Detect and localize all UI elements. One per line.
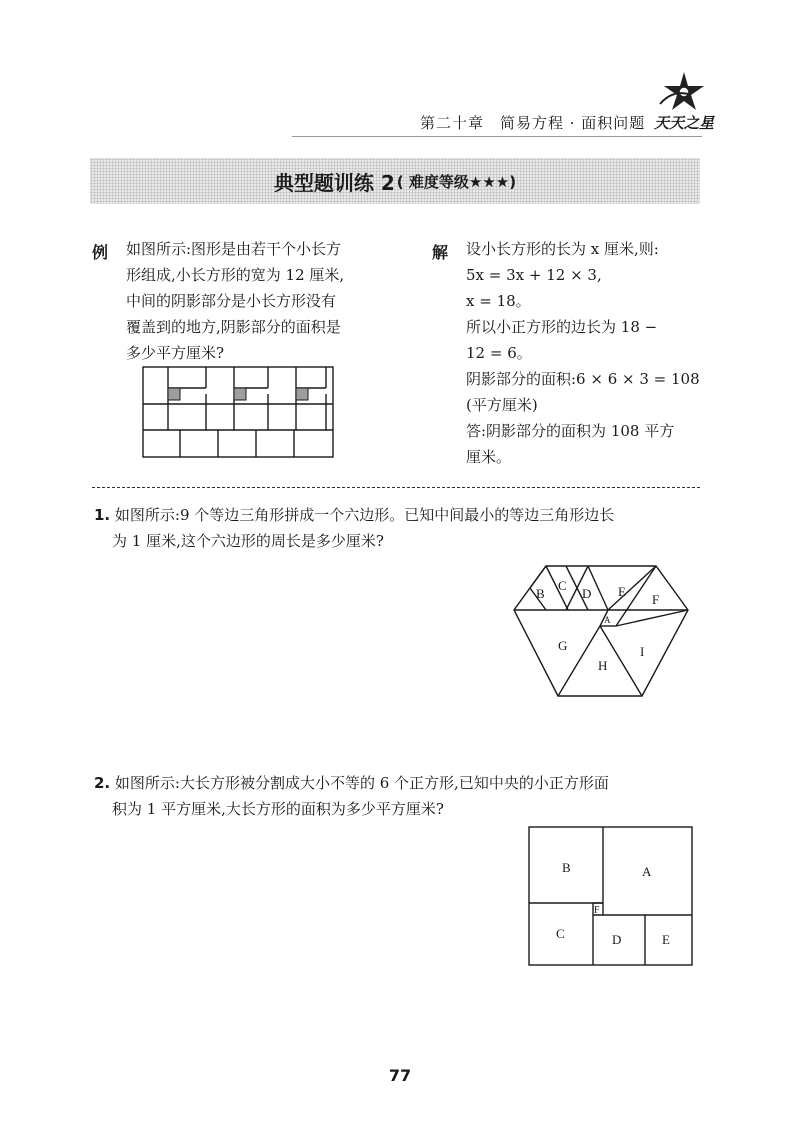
chapter-header: 第二十章 简易方程 · 面积问题 [420,114,646,132]
shaded-square [168,388,180,400]
figure-label: C [558,578,567,593]
squares-rectangle-figure [528,826,694,968]
shaded-square [296,388,308,400]
figure-label: B [562,860,571,875]
question-line: 如图所示:9 个等边三角形拼成一个六边形。已知中间最小的等边三角形边长 [114,506,615,524]
solution-label: 解 [432,243,449,262]
figure-label: D [582,586,592,601]
solution-text [466,236,700,470]
question-line: 如图所示:大长方形被分割成大小不等的 6 个正方形,已知中央的小正方形面 [114,774,609,792]
brand-label: 天天之星 [654,114,715,132]
figure-label: D [612,932,622,947]
section-banner [90,158,700,204]
example-line: 如图所示:图形是由若干个小长方 [126,240,342,258]
figure-label: E [662,932,670,947]
question-1 [94,502,614,554]
figure-label: B [536,586,545,601]
solution-line: 所以小正方形的边长为 18 − [466,318,658,336]
example-label: 例 [92,243,109,262]
banner-difficulty: ( 难度等级★★★) [396,172,517,191]
question-number: 2. [94,774,111,792]
star-logo-icon [658,70,706,114]
figure-label: E [618,584,626,599]
question-line: 积为 1 平方厘米,大长方形的面积为多少平方厘米? [112,800,444,818]
solution-line: 设小长方形的长为 x 厘米,则: [466,240,659,258]
solution-line: 阴影部分的面积:6 × 6 × 3 = 108 [466,370,700,388]
figure-label: A [604,615,611,625]
section-divider [92,487,700,488]
example-line: 形组成,小长方形的宽为 12 厘米, [126,266,345,284]
example-text [126,236,344,366]
example-line: 多少平方厘米? [126,344,225,362]
figure-label: A [642,864,652,879]
header-rule [292,136,702,137]
banner-title: 典型题训练 2 [273,170,395,195]
shaded-square [234,388,246,400]
solution-line: 厘米。 [466,448,512,466]
solution-line: x = 18。 [466,292,531,310]
figure-label: F [594,905,600,916]
hexagon-triangle-figure [512,562,692,698]
question-2 [94,770,609,822]
figure-label: C [556,926,565,941]
solution-line: 5x = 3x + 12 × 3, [466,266,602,284]
figure-label: H [598,658,608,673]
page-number: 77 [388,1066,412,1085]
solution-line: (平方厘米) [466,396,538,414]
example-line: 覆盖到的地方,阴影部分的面积是 [126,318,341,336]
question-line: 为 1 厘米,这个六边形的周长是多少厘米? [112,532,384,550]
solution-line: 答:阴影部分的面积为 108 平方 [466,422,675,440]
solution-line: 12 = 6。 [466,344,532,362]
figure-label: I [640,644,645,659]
example-rectangle-figure [142,366,334,458]
question-number: 1. [94,506,111,524]
example-line: 中间的阴影部分是小长方形没有 [126,292,337,310]
figure-label: G [558,638,568,653]
figure-label: F [652,592,660,607]
